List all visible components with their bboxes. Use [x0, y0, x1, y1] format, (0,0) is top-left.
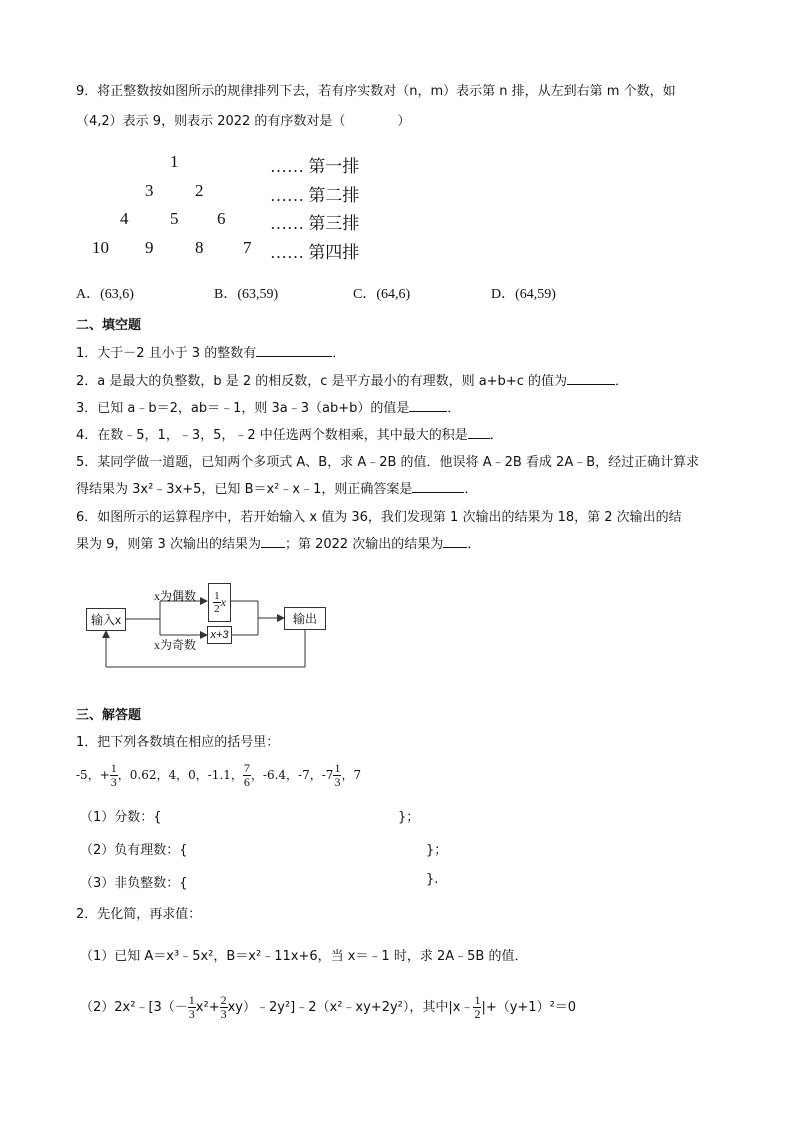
fill-item-4: 4．在数﹣5，1，﹣3，5，﹣2 中任选两个数相乘，其中最大的积是 ． [76, 428, 503, 443]
fraction: $\frac{1}{2}$ [214, 590, 220, 615]
triangle-number: 8 [195, 238, 204, 257]
triangle-number: 3 [145, 181, 154, 200]
part3-label: （3）非负整数：{ [80, 876, 188, 891]
output-box: 输出 [284, 607, 326, 630]
fill-item-6-line1: 6．如图所示的运算程序中，若开始输入 x 值为 36，我们发现第 1 次输出的结果为 18，第 2 次输出的结 [76, 510, 682, 525]
even-label: x为偶数 [154, 589, 197, 603]
triangle-number: 2 [195, 181, 204, 200]
fill-item-2: 2．a 是最大的负整数，b 是 2 的相反数，c 是平方最小的有理数，则 a+b+c 的值为 ． [76, 374, 629, 389]
option-d[interactable]: D．(64,59) [491, 287, 556, 302]
triangle-number: 9 [145, 238, 154, 257]
q3-2-part2: （2）2x²﹣[3（－ $\frac{1}{3}$ x²+ $\frac{2}{3}$ xy）﹣2y²]﹣2（x²﹣xy+2y²），其中|x﹣ $\frac{1}{2}$ |+（y+1）²＝0 [80, 993, 577, 1021]
fraction: $\frac{7}{6}$ [243, 761, 250, 789]
half-x-box: $\frac{1}{2}$ x [208, 583, 231, 622]
q9-line1: 9．将正整数按如图所示的规律排列下去，若有序实数对（n，m）表示第 n 排，从左到右第 m 个数，如 [76, 84, 676, 99]
q3-2-part1: （1）已知 A＝x³﹣5x²，B＝x²﹣11x+6，当 x＝﹣1 时，求 2A﹣5B 的值． [80, 949, 528, 964]
option-b[interactable]: B．(63,59) [214, 287, 279, 302]
input-box: 输入x [86, 608, 126, 631]
row-label: …… 第二排 [270, 186, 360, 205]
fill-item-6-line2: 果为 9，则第 3 次输出的结果为 ；第 2022 次输出的结果为 ． [76, 537, 481, 552]
q3-1-stem: 1．把下列各数填在相应的括号里： [76, 735, 280, 750]
option-c[interactable]: C．(64,6) [353, 287, 411, 302]
triangle-number: 10 [92, 238, 109, 257]
fill-item-1: 1．大于－2 且小于 3 的整数有 ． [76, 346, 346, 361]
part3-close: }. [426, 872, 439, 887]
q9-line2: （4,2）表示 9，则表示 2022 的有序数对是（ ） [76, 114, 411, 129]
row-label: …… 第四排 [270, 243, 360, 262]
triangle-number: 4 [120, 209, 129, 228]
triangle-number: 7 [243, 238, 252, 257]
fraction: $\frac{1}{3}$ [188, 993, 195, 1021]
fraction: $\frac{1}{3}$ [110, 761, 117, 789]
fill-item-3: 3．已知 a﹣b＝2，ab＝﹣1，则 3a﹣3（ab+b）的值是 ． [76, 401, 461, 416]
number-list: -5，+ $\frac{1}{3}$ ，0.62，4，0，-1.1， $\frac{7}{6}$ ，-6.4，-7，-7 $\frac{1}{3}$ ，7 [76, 761, 362, 789]
fraction: $\frac{2}{3}$ [220, 993, 227, 1021]
section-title-fill-in: 二、填空题 [76, 318, 142, 333]
q3-2-stem: 2．先化简，再求值： [76, 907, 202, 922]
row-label: …… 第三排 [270, 214, 360, 233]
triangle-number: 1 [170, 152, 179, 171]
section-title-solve: 三、解答题 [76, 708, 142, 723]
part1-label: （1）分数：{ [80, 810, 162, 825]
part2-close: }； [426, 843, 448, 858]
option-a[interactable]: A．(63,6) [76, 287, 134, 302]
row-label: …… 第一排 [270, 157, 360, 176]
part1-close: }； [398, 810, 420, 825]
plus-three-box: x+3 [207, 626, 232, 644]
fraction: $\frac{1}{2}$ [474, 993, 481, 1021]
fill-item-5-line2: 得结果为 3x²﹣3x+5，已知 B＝x²﹣x﹣1，则正确答案是 ． [76, 482, 478, 497]
triangle-number: 5 [170, 209, 179, 228]
triangle-number: 6 [217, 209, 226, 228]
part2-label: （2）负有理数：{ [80, 843, 188, 858]
fill-item-5-line1: 5．某同学做一道题，已知两个多项式 A、B，求 A﹣2B 的值．他误将 A﹣2B 看成 2A﹣B，经过正确计算求 [76, 455, 700, 470]
fraction: $\frac{1}{3}$ [334, 761, 341, 789]
odd-label: x为奇数 [154, 638, 197, 652]
